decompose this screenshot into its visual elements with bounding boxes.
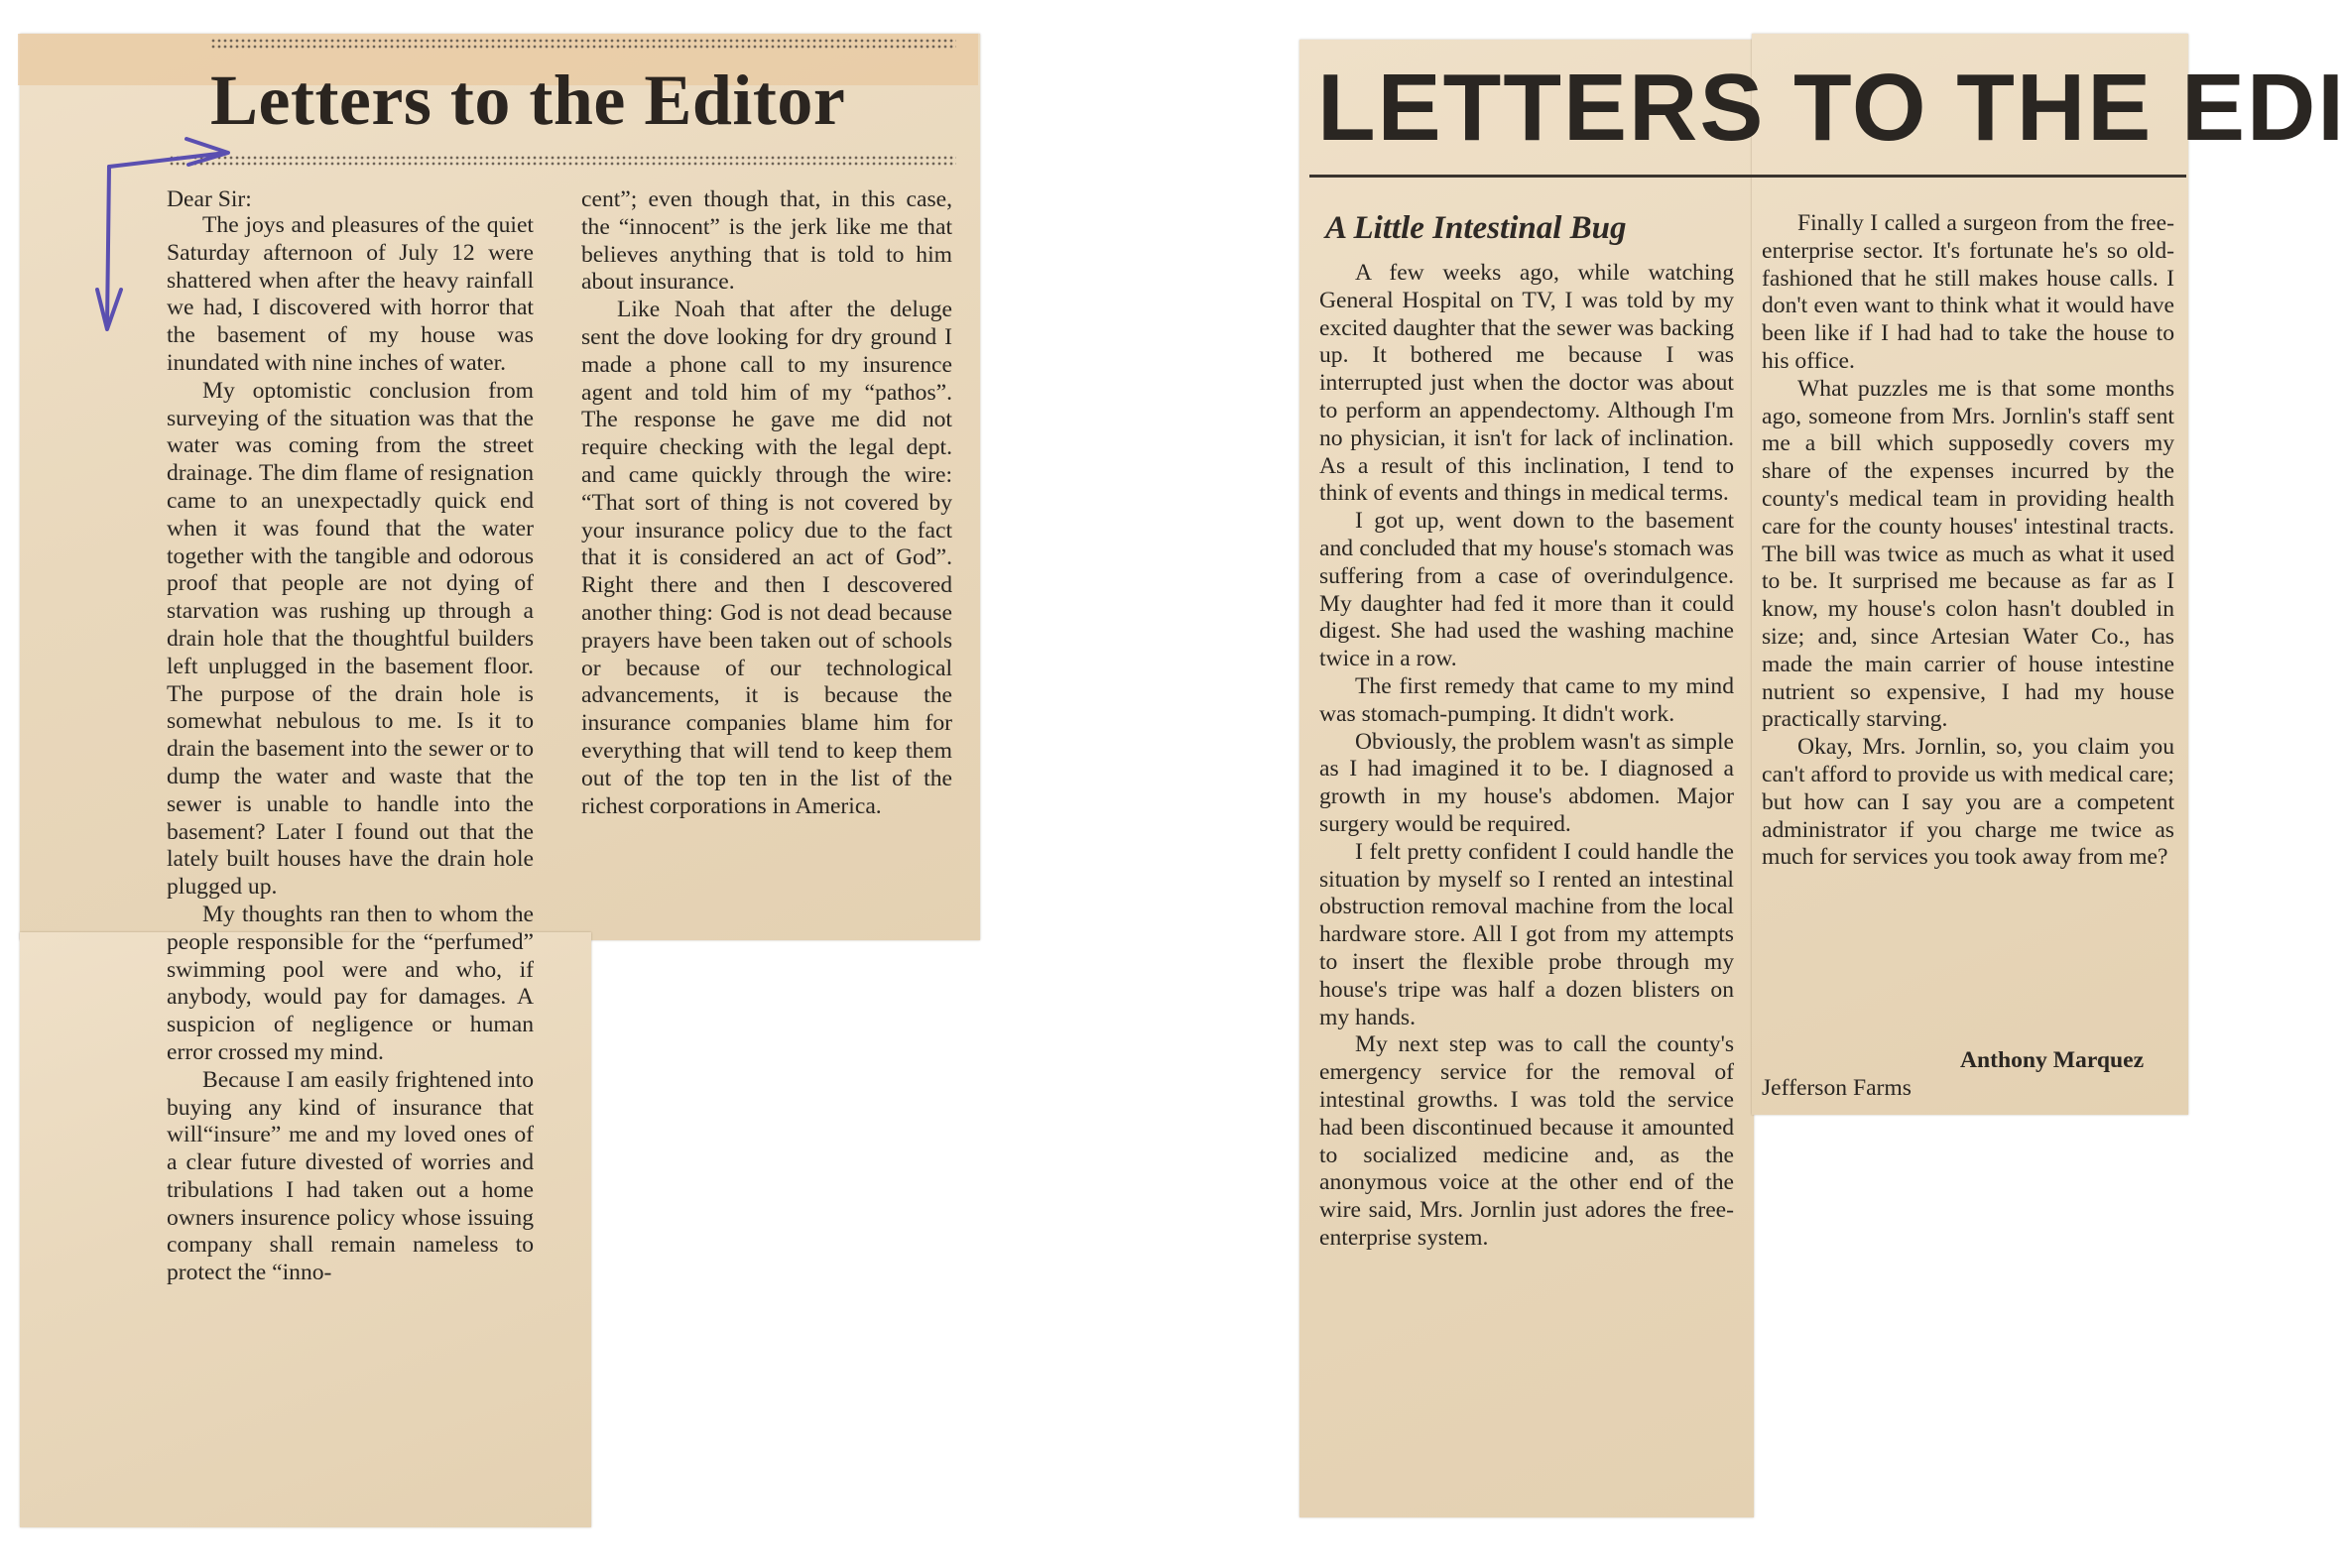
- right-col-1: [1319, 260, 1734, 1253]
- right-masthead-rule: [1309, 175, 2186, 178]
- right-masthead: LETTERS TO THE EDI: [1317, 55, 2346, 161]
- paragraph: The joys and pleasures of the quiet Saturday afternoon of July 12 were shattered when after the heavy rainfall we had, I discovered with horror that the basement of my house was inundated with nine inches of water.: [167, 212, 534, 376]
- paragraph: A few weeks ago, while watching General Hospital on TV, I was told by my excited daughter that the sewer was backing up. It bothered me because I was interrupted just when the doctor was about to perform an appendectomy. Although I'm no physician, it isn't for lack of inclination. As a result of this inclination, I tend to think of events and things in medical terms.: [1319, 260, 1734, 507]
- signature-name: Anthony Marquez: [1960, 1047, 2145, 1073]
- paragraph: Obviously, the problem wasn't as simple as I had imagined it to be. I diagnosed a growth in my house's abdomen. Major surgery would be required.: [1319, 728, 1734, 837]
- left-masthead-dots-bottom: [169, 155, 956, 167]
- paragraph: My next step was to call the county's emergency service for the removal of intestinal growths. I was told the service had been discontinued because it amounted to socialized medicine and, as the anonymous voice at the other end of the wire said, Mrs. Jornlin just adores the free-enterprise system.: [1319, 1031, 1734, 1251]
- paragraph: Like Noah that after the deluge sent the dove looking for dry ground I made a phone call to my insurence agent and told him of my “pathos”. The response he gave me did not require checking with the legal dept. and came quickly through the wire: “That sort of thing is not covered by your insurance policy due to the fact that it is considered an act of God”. Right there and then I descovered another thing: God is not dead because prayers have been taken out of schools or because of our technological advancements, it is because the insurance companies blame him for everything that will tend to keep them out of the top ten in the list of the richest corporations in America.: [581, 297, 952, 819]
- left-masthead-dots-top: [210, 38, 956, 50]
- right-col-2: [1762, 210, 2174, 872]
- paragraph: My thoughts ran then to whom the people responsible for the “perfumed” swimming pool were and who, if anybody, would pay for damages. A suspicion of negligence or human error crossed my mind.: [167, 901, 534, 1065]
- paragraph: Because I am easily frightened into buying any kind of insurance that will“insure” me and my loved ones of a clear future divested of worries and tribulations I had taken out a home owners insurence policy whose issuing company shall remain nameless to protect the “inno-: [167, 1066, 534, 1286]
- paragraph: The first remedy that came to my mind was stomach-pumping. It didn't work.: [1319, 672, 1734, 727]
- left-masthead: Letters to the Editor: [210, 60, 846, 140]
- paragraph: My optomistic conclusion from surveying of the situation was that the water was coming from the street drainage. The dim flame of resignation came to an unexpectadly quick end when it was found that the water together with the tangible and odorous proof that people are not dying of starvation was rushing up through a drain hole that the thoughtful builders left unplugged in the basement floor. The purpose of the drain hole is somewhat nebulous to me. Is it to drain the basement into the sewer or to dump the water and waste that the sewer is unable to handle into the basement? Later I found out that the lately built houses have the drain hole plugged up.: [167, 377, 534, 901]
- paragraph: I felt pretty confident I could handle the situation by myself so I rented an intestinal obstruction removal machine from the local hardware store. All I got from my attempts to insert the flexible probe through my house's tripe was half a dozen blisters on my hands.: [1319, 838, 1734, 1030]
- paragraph: Okay, Mrs. Jornlin, so, you claim you can't afford to provide us with medical care; but how can I say you are a competent administrator if you charge me twice as much for services you took away from me?: [1762, 734, 2174, 871]
- paragraph: What puzzles me is that some months ago, someone from Mrs. Jornlin's staff sent me a bill which supposedly covers my share of the expenses incurred by the county's medical team in providing health care for the county houses' intestinal tracts. The bill was twice as much as what it used to be. It surprised me because as far as I know, my house's colon hasn't doubled in size; and, since Artesian Water Co., has made the main carrier of house intestine nutrient so expensive, I had my house practically starving.: [1762, 375, 2174, 733]
- left-col-2: [581, 186, 952, 820]
- right-masthead-clip: [1309, 54, 2346, 161]
- paragraph: cent”; even though that, in this case, the “innocent” is the jerk like me that believes anything that is told to him about insurance.: [581, 186, 952, 296]
- signature-place: Jefferson Farms: [1762, 1075, 1912, 1101]
- right-headline: A Little Intestinal Bug: [1325, 210, 1627, 246]
- left-col-1: [167, 212, 534, 1287]
- paragraph: Finally I called a surgeon from the free-enterprise sector. It's fortunate he's so old-fashioned that he still makes house calls. I don't even want to think what it would have been like if I had had to take the house to his office.: [1762, 210, 2174, 374]
- paragraph: I got up, went down to the basement and concluded that my house's stomach was suffering from a case of overindulgence. My daughter had fed it more than it could digest. She had used the washing machine twice in a row.: [1319, 508, 1734, 672]
- greeting: Dear Sir:: [167, 186, 252, 212]
